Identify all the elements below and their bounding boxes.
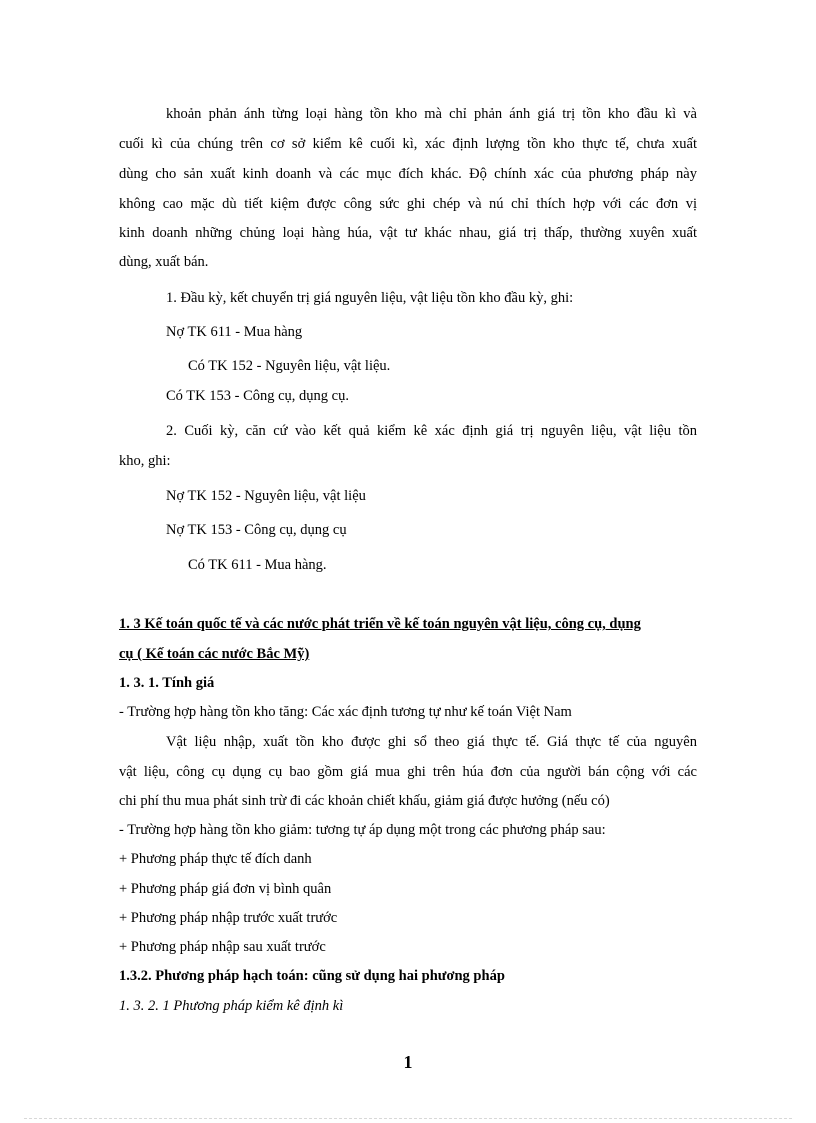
- section-1-3-1-title: 1. 3. 1. Tính giá: [119, 675, 215, 691]
- section-1-3-2-title: 1.3.2. Phương pháp hạch toán: cũng sử dụng hai phương pháp: [119, 968, 505, 984]
- paragraph-1-line-6: dùng, xuất bán.: [119, 254, 209, 270]
- section-1-3-title-line-2: cụ ( Kế toán các nước Bắc Mỹ): [119, 646, 310, 662]
- entry-1-debit: Nợ TK 611 - Mua hàng: [166, 324, 303, 340]
- paragraph-1-line-3: dùng cho sản xuất kinh doanh và các mục đích khác. Độ chính xác của phương pháp này: [119, 166, 697, 182]
- entry-2-heading-line-1: 2. Cuối kỳ, căn cứ vào kết quả kiểm kê xác định giá trị nguyên liệu, vật liệu tồn: [166, 423, 697, 439]
- section-1-3-title-line-1: 1. 3 Kế toán quốc tế và các nước phát triển về kế toán nguyên vật liệu, công cụ, dụng: [119, 616, 641, 632]
- entry-2-debit-2: Nợ TK 153 - Công cụ, dụng cụ: [166, 522, 347, 538]
- valuation-para-line-3: chi phí thu mua phát sinh trừ đi các khoản chiết khấu, giảm giá được hưởng (nếu có): [119, 793, 610, 809]
- entry-2-heading-line-2: kho, ghi:: [119, 453, 171, 469]
- method-item: + Phương pháp nhập sau xuất trước: [119, 939, 326, 955]
- valuation-para-line-2: vật liệu, công cụ dụng cụ bao gồm giá mua ghi trên húa đơn của người bán cộng với các: [119, 764, 697, 780]
- method-item: + Phương pháp giá đơn vị bình quân: [119, 881, 332, 897]
- paragraph-1-line-5: kinh doanh những chủng loại hàng húa, vật tư khác nhau, giá trị thấp, thường xuyên xuất: [119, 225, 697, 241]
- method-item: + Phương pháp nhập trước xuất trước: [119, 910, 338, 926]
- paragraph-1-line-4: không cao mặc dù tiết kiệm được công sức ghi chép và nú chỉ thích hợp với các đơn vị: [119, 196, 697, 212]
- entry-1-credit-2: Có TK 153 - Công cụ, dụng cụ.: [166, 388, 349, 404]
- entry-1-credit-1: Có TK 152 - Nguyên liệu, vật liệu.: [188, 358, 391, 374]
- entry-1-heading: 1. Đầu kỳ, kết chuyển trị giá nguyên liệu, vật liệu tồn kho đầu kỳ, ghi:: [166, 290, 574, 306]
- section-1-3-2-1-title: 1. 3. 2. 1 Phương pháp kiểm kê định kì: [119, 998, 344, 1014]
- paragraph-1-line-1: khoản phản ánh từng loại hàng tồn kho mà chỉ phản ánh giá trị tồn kho đầu kì và: [166, 106, 697, 122]
- method-item: + Phương pháp thực tế đích danh: [119, 851, 312, 867]
- decrease-case: - Trường hợp hàng tồn kho giảm: tương tự áp dụng một trong các phương pháp sau:: [119, 822, 606, 838]
- page-number: 1: [403, 1052, 413, 1072]
- entry-2-debit-1: Nợ TK 152 - Nguyên liệu, vật liệu: [166, 488, 366, 504]
- valuation-para-line-1: Vật liệu nhập, xuất tồn kho được ghi sổ theo giá thực tế. Giá thực tế của nguyên: [166, 734, 697, 750]
- paragraph-1-line-2: cuối kì của chúng trên cơ sở kiểm kê cuối kì, xác định lượng tồn kho thực tế, chưa xuất: [119, 136, 697, 152]
- page-bottom-divider: [24, 1118, 792, 1119]
- increase-case: - Trường hợp hàng tồn kho tăng: Các xác định tương tự như kế toán Việt Nam: [119, 704, 572, 720]
- entry-2-credit: Có TK 611 - Mua hàng.: [188, 557, 327, 573]
